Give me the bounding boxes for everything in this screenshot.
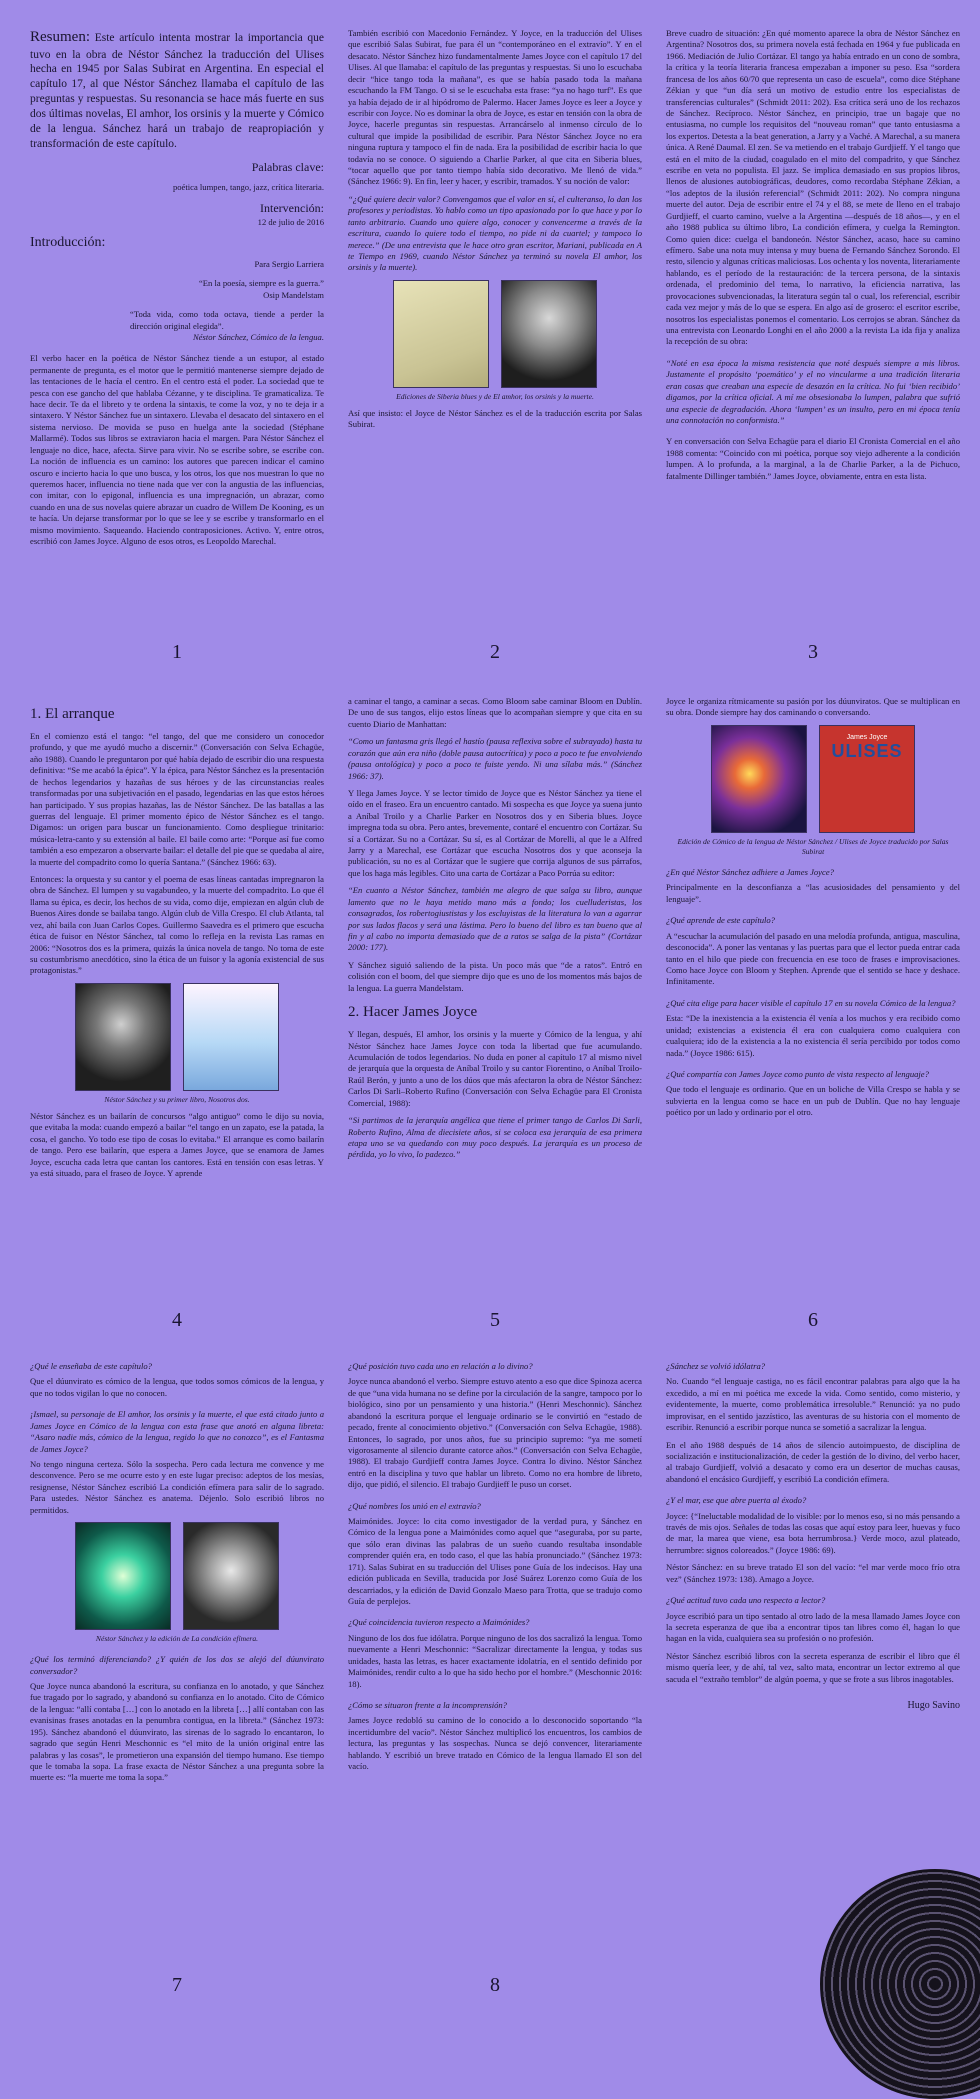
block-quote: “¿Qué quiere decir valor? Convengamos que el valor en sí, el culteranso, lo dan los profesores y periodistas. Yo hablo como un tipo apasionado por lo que hace y por lo tanto arbitrario. Cuando uno quiere algo, conocer y convencerme a través de la escritura, cuando lo quiere todo el tiempo, no pide ni da cuartel; y tampoco lo merece.” (De una entrevista que le hace otro gran escritor, Mariani, publicada en A te Tiempo en 1969, cuando Néstor Sánchez ya terminó su novela El amhor, los orsinis y la muerte).: [348, 193, 642, 273]
block-quote: “Noté en esa época la misma resistencia que noté después siempre a mis libros. Justamente el propósito ‘poemático’ y el no vincularme a una tradición literaria eran cosas que creaban una especie de desazón en la crítica. No fui ‘bien recibido’ digamos, por la crítica oficial. A mí me obsesionaba lo lumpen, palabra que sufrió una especie de degradación. Ahora ‘lumpen’ es un insulto, pero en mi época tenía una connotación no conformista.”: [666, 357, 960, 425]
body-text: Y llegan, después, El amhor, los orsinis y la muerte y Cómico de la lengua, y ahí Néstor Sánchez hace James Joyce con toda la libertad que fue acumulando. Acumulación de todos legendarios. No duda en poner al capítulo 17 al mismo nivel de jerarquía que la orquesta de Aníbal Troilo y su cantor Fiorentino, o Aníbal Troilo-Raúl Berón, y junto a uno de los dúos que más afectaron la obra de Néstor Sánchez: Carlos Di Sarli–Roberto Rufino (Conversación con Selva Echagüe para El Cronista Comercial, 1988):: [348, 1029, 642, 1108]
question: ¿Qué cita elige para hacer visible el capítulo 17 en su novela Cómico de la lengua?: [666, 997, 956, 1008]
figure-caption: Néstor Sánchez y su primer libro, Nosotros dos.: [104, 1094, 250, 1104]
section-title: 2. Hacer James Joyce: [348, 1004, 478, 1021]
body-text: El verbo hacer en la poética de Néstor Sánchez tiende a un estupor, al estado permanente de pregunta, es el motor que le permitió mantenerse siempre dejado de las tentaciones de le hacía el centro. En el centro está el poder. La sociedad que te pesca con ese gancho del que hablaba Cézanne, y te disciplina. Te gramaticaliza. Te hace decir. Te da el libreto y te ordena la sintaxis, te come la voz, y no te deja ir a sintaxero. Y Néstor Sánchez fue un sintaxero. Llevaba el desacato del sintaxero en el sistema nervioso. De movida se puso en huelga ante la sociedad (Stéphane Mallarmé). Todos sus libros se extraviaron hacia el margen. Para Néstor Sánchez el lenguaje no dice, hace, afecta. Sirve para vivir. No se escribe sobre, se escribe con. La noción de influencia es un camino: los autores que parecen indicar el camino oscuro e incierto hacia lo que uno busca, y los otros, los que nos muestran lo que no queremos hacer, influencia no tiene nada que ver con la angustia de las influencias, con imitar, con lo epigonal, influencia es una impregnación, un abrazar, como cuando en una de sus novelas quiere abrazar un cuadro de Willem De Kooning, es un te hacía. Un dejarse transformar por lo que se lee y se escribe y transformarlo en el mismo movimiento. Saqueando. Haciendo contraposiciones. Activo. Y, entre otros, escribió con James Joyce. Alguno de esos otros, es Leopoldo Marechal.: [30, 353, 324, 547]
keywords-label: Palabras clave:: [251, 160, 324, 175]
question: ¿Y el mar, ese que abre puerta al éxodo?: [666, 1495, 807, 1506]
abstract-text: Este artículo intenta mostrar la importancia que tuvo en la obra de Néstor Sánchez la traducción del Ulises hecha en 1945 por Salas Subirat en Argentina. En especial el capítulo 17, al que Néstor Sánchez llamaba el capítulo de las preguntas y respuestas. Su resonancia se hace más fuerte en sus dos últimas novelas, El amhor, los orsinis y la muerte y Cómico de la lengua. Sánchez hará un trabajo de reapropiación y transformación de este capítulo.: [30, 32, 325, 151]
answer: James Joyce redobló su camino de lo conocido a lo desconocido soportando “la incertidumbre del vacío”. Néstor Sánchez multiplicó los encuentros, los cambios de lectura, las preguntas y las sospechas. Nunca se dejó convencer, literariamente hablando. Y escribió un breve tratado en Cómico de la lengua llamado El son del vacío.: [348, 1715, 642, 1772]
block-quote: “Como un fantasma gris llegó el hastío (pausa reflexiva sobre el subrayado) hasta tu corazón que aún era niño (doble pausa autocrítica) y poco a poco te fue envolviendo (pausa ontológica) y poco a poco te fuiste yendo. Ni una sílaba más.” (Sánchez 1966: 37).: [348, 736, 642, 781]
question: ¡Ismael, su personaje de El amhor, los orsinis y la muerte, el que está citado junto a James Joyce en Cómico de la lengua con esta frase que anotó en alguna libreta: “Asaro nadie más, cómico de la lengua, regido lo que no conozco”, es el Fantasma de James Joyce?: [30, 1409, 324, 1454]
page-number: 7: [172, 1974, 182, 1996]
figure-caption: Ediciones de Siberia blues y de El amhor, los orsinis y la muerte.: [396, 391, 594, 401]
answer: Que todo el lenguaje es ordinario. Que en un boliche de Villa Crespo se habla y se subvierta en la lengua como se hace en un pub de Dublín. Que no hay lenguaje poético por un lado y ordinario por el otro.: [666, 1084, 960, 1118]
page-number: 6: [808, 1309, 818, 1331]
page-1: [20, 20, 334, 670]
question: ¿Qué nombres los unió en el extravío?: [348, 1500, 481, 1511]
epigraph-2: “Toda vida, como toda octava, tiende a perder la dirección original elegida”.: [130, 309, 324, 331]
page-3: [656, 20, 970, 670]
figure-caption: Edición de Cómico de la lengua de Néstor Sánchez / Ulises de Joyce traducido por Salas Subirat: [677, 836, 949, 856]
page-number: 8: [490, 1974, 500, 1996]
page-number: 3: [808, 641, 818, 663]
signature: Hugo Savino: [907, 1700, 960, 1712]
body-text: a caminar el tango, a caminar a secas. Como Bloom sabe caminar Bloom en Dublín. De uno de sus tangos, elijo estos líneas que lo acompañan siempre y que cita en su cuento Diario de Manhattan:: [348, 696, 642, 729]
answer: En el año 1988 después de 14 años de silencio autoimpuesto, de disciplina de socialización e institucionalización, de ceder la gestión de lo divino, del verbo hacer, al trabajo Gurdjieff, volvió a desacato y como era un desertor de muchas causas, abandonó el encásico Gurdjieff, y escribió La condición efímera.: [666, 1439, 960, 1484]
body-text: Néstor Sánchez es un bailarín de concursos “algo antiguo” como le dijo su novia, que evitaba la moda: cuando empezó a bailar “el tango en un zapato, ese la patada, la cosa, el gancho. Yo todo ese tipo de cosas lo evitaba.” El arranque es como bailarín de tango. Pero ese bailarín, que espera a James Joyce, que se enamora de James Joyce, escucha cada letra que cantan los cantores. Está en tensión con esas letras. Y ya está situado, para el fraseo de Joyce. Y aprende: [30, 1110, 324, 1179]
answer: No tengo ninguna certeza. Sólo la sospecha. Pero cada lectura me convence y me desconvence. Pero se me ocurre esto y en este lugar preciso: adeptos de los mesías, resignense, Néstor Sánchez escribió La condición efímera para salir de lo sagrado. Para ustedes. Néstor Sánchez es anatema. Déjenlo. Solo escribió libros no permitidos.: [30, 1458, 324, 1515]
book-cover-image: [393, 280, 489, 388]
page-6: [656, 688, 970, 1338]
dedication: Para Sergio Larriera: [254, 258, 324, 269]
figure-row: [348, 280, 642, 388]
figure-row: [30, 983, 324, 1091]
block-quote: “En cuanto a Néstor Sánchez, también me alegro de que salga su libro, aunque lamento que no le haya metido mano más a fondo; los cuelluderistas, los consagrados, los robertogiustistas y los escluyistas de la literatura lo van a agarrar por sus lados flacos y será una lástima. Pero lo bueno del libro es tan bueno que al fin y al cabo no importa demasiado que de a ratos se salga de la pista” (Cortázar 2000: 177).: [348, 885, 642, 953]
figure-row: [30, 1522, 324, 1630]
figure-caption: Néstor Sánchez y la edición de La condición efímera.: [95, 1634, 259, 1644]
section-title: 1. El arranque: [30, 706, 115, 722]
question: ¿Qué posición tuvo cada uno en relación a lo divino?: [348, 1361, 533, 1371]
answer: Néstor Sánchez: en su breve tratado El son del vacío: “el mar verde moco frío otra vez” (Sánchez 1973: 138). Amago a Joyce.: [666, 1562, 960, 1584]
epigraph-1: “En la poesía, siempre es la guerra.”: [198, 278, 324, 289]
answer: Principalmente en la desconfianza a “las acusiosidades del pensamiento y del lenguaje”.: [666, 882, 960, 904]
ulises-cover: [819, 725, 915, 833]
question: ¿Cómo se situaron frente a la incomprensión?: [348, 1699, 507, 1710]
figure-row: [666, 725, 960, 833]
body-text: Y en conversación con Selva Echagüe para el diario El Cronista Comercial en el año 1988 comenta: “Coincido con mi poética, porque soy viejo adherente a la condición lumpen. A lo profunda, a la marginal, a la de Charlie Parker, a la de Pichuco, fatalmente Dillinger también.” James Joyce, obviamente, entra en esta lista.: [666, 436, 960, 481]
answer: Ninguno de los dos fue idólatra. Porque ninguno de los dos sacralizó la lengua. Tomo nuevamente a Henri Meschonnic: “Sacralizar directamente la lengua, y todas sus unidades, hasta las letras, es hacer exactamente idolatría, en el sentido definido por Maimónides, rendir culto a lo que ha sido hecho por el hombre.” (Meschonnic 2016: 18).: [348, 1632, 642, 1689]
question: ¿Qué le enseñaba de este capítulo?: [30, 1361, 152, 1371]
body-text: En el comienzo está el tango: “el tango, del que me considero un conocedor profundo, y que me ayudó mucho a discernir.” (Conversación con Selva Echagüe, año 1988). Cuando le preguntaron por qué había dejado de escribir dio una respuesta definitiva: “Se me acabó la épica”. Y la épica, para Néstor Sánchez es la presentación de hechos legendarios y hazañas de sus héroes y de las circunstancias reales transformadas por una subjetivación en el pasado, legendarias en las que estos héroes han participado. Y sus propias hazañas, las de Néstor Sánchez. De las batallas a las guerras del lenguaje. El primer momento épico de Néstor Sánchez es el tango. Digamos: un origen para buscar un funcionamiento. Como despliegue trinitario: música-letra-canto y su extensión al baile. El baile como arte: “Porque así fue como también a eso empezaron a observarte bailar: el detalle del pie que se quedaba al aire, la muerte del compadrito como lo quería Santana.” (Sánchez 1966: 63).: [30, 731, 324, 867]
answer: Esta: “De la inexistencia a la existencia él venía a los muchos y era recibido como unidad; existencias a existencia él era con cualquiera como cualquiera con cualquiera; ido de la existencia a la no existencia él sería percibido por todos como nada.” (Joyce 1986: 615).: [666, 1013, 960, 1058]
body-text: Así que insisto: el Joyce de Néstor Sánchez es el de la traducción escrita por Salas Subirat.: [348, 407, 642, 430]
page-5: [338, 688, 652, 1338]
keywords: poética lumpen, tango, jazz, crítica literaria.: [172, 182, 324, 193]
intervention-date: 12 de julio de 2016: [257, 217, 324, 228]
intervention-label: Intervención:: [260, 201, 324, 216]
epigraph-2-author: Néstor Sánchez, Cómico de la lengua.: [192, 331, 324, 342]
page-2: [338, 20, 652, 670]
cover-author: James Joyce: [846, 733, 888, 741]
author-photo: [183, 1522, 279, 1630]
page-number: 2: [490, 641, 500, 663]
author-photo: [75, 983, 171, 1091]
body-text: Y llega James Joyce. Y se lector tímido de Joyce que es Néstor Sánchez ya tiene el oído en el fraseo. Era un encuentro cantado. Mi sospecha es que Joyce ya suena junto a Aníbal Troilo y a Charlie Parker en Nosotros dos y en Siberia blues. Joyce impregna toda su obra. Pero antes, brevemente, contaré el encuentro con Cortázar. Su sí a Cortázar. Su no a Cortázar. Su sí, es al Cortázar de Morelli, al que le a Alfred Jarry y a Marechal, ese Cortázar que escucha Nosotros dos y que aconseja la publicación, su no es al Cortázar que le sugiere que corrija algunos de sus párrafos, que los haga más legibles. Cito una carta de Cortázar a Paco Porrúa su editor:: [348, 787, 642, 878]
answer: Néstor Sánchez escribió libros con la secreta esperanza de escribir el libro que él mismo quería leer, y de ahí, tal vez, salto mata, encontrar un lector extremo al que sacuda el “extraño temblor” de algún poema, y que se frote a sus libros inagotables.: [666, 1650, 960, 1684]
page-8: [338, 1353, 652, 2003]
intro-title: Introducción:: [30, 234, 106, 250]
answer: No. Cuando “el lenguaje castiga, no es fácil encontrar palabras para algo que la ha excedido, a mí en mi poética me excede la vida. Como sentido, como misterio, y evidentemente, la muerte, como problemática irresoluble.” Renunció: ya no pudo improvisar, en el sentido jazzístico, las aventuras de su historia con el momento de escribir. Renunció a escribir porque nunca se sometió a sacralizar la lengua.: [666, 1376, 960, 1433]
answer: Joyce escribió para un tipo sentado al otro lado de la mesa llamado James Joyce con la secreta esperanza de que iba a encontrar tipos tan libres como él, hagan lo que hagan en la vida, cualquiera sea su profesión o no profesión.: [666, 1610, 960, 1644]
body-text: Entonces: la orquesta y su cantor y el poema de esas líneas cantadas impregnaron la obra de Sánchez. El lumpen y su vagabundeo, y la muerte del compadrito. Lo que él llama su épica, es decir, los hechos de su vida, como dije, empiezan en algún club de Buenos Aires donde se bailaba tango. Algún club de Villa Crespo. El club Atlanta, tal vez, ahí baila con Juan Carlos Copes. Guillermo Saavedra es el primero que escucha ética de fuisor en Néstor Sánchez, tal como lo refleja en la revista Las ramas en 2006: “Nosotros dos es la primera, quizás la única novela de tango. No toma de este su costumbrismo anecdótico, sino la ética de un fuisor y la agonía existencial de sus protagonistas.”: [30, 874, 324, 976]
page-number: 5: [490, 1309, 500, 1331]
page-7: [20, 1353, 334, 2003]
question: ¿Qué los terminó diferenciando? ¿Y quién de los dos se alejó del dúunvirato conversador?: [30, 1654, 324, 1676]
answer: Joyce: {“Ineluctable modalidad de lo visible: por lo menos eso, si no más pensando a través de mis ojos. Señales de todas las cosas que aquí estoy para leer, huevas y fuco de mar, la marea que viene, esa bota herrumbrosa.} Verde moco, azul plateado, herrumbre: signos coloreados.” (Joyce 1986: 69).: [666, 1510, 960, 1555]
answer: A “escuchar la acumulación del pasado en una melodía profunda, antigua, masculina, desconocida”. A poner las ventanas y las puertas para que el lector pueda entrar cada tanto en el hilo que piede con frecuencia en ese toco de frases e improvisaciones. Como hace Joyce con Bloom y Stephen. Aprende que el sentido se hace y deshace. Infinitamente.: [666, 930, 960, 987]
book-cover-image: [183, 983, 279, 1091]
answer: Que Joyce nunca abandonó la escritura, su confianza en lo anotado, y que Sánchez fue tragado por lo sagrado, y abandonó su confianza en lo anotado. Cito de Cómico de la lengua: “allí contaba […] con lo anotado en la libreta […] allí contaban con las evanisinas frases anotadas en la penumbra contigua, en la libreta.” (Sánchez 1973: 195). Sánchez abandonó el dúunvirato, las sirenas de lo sagrado lo encantaron, lo sagrado que según Henri Meschonnic es “el mito de la unión original entre las palabras y las cosas”, le prometieron una expansión del tiempo humano. Ese tiempo que le tomaba la sopa. La frase exacta de Néstor Sánchez a una pregunta sobre la muerte es: “la muerte me toma la sopa.”: [30, 1681, 324, 1783]
cover-title: ULISES: [831, 740, 903, 761]
body-text: Breve cuadro de situación: ¿En qué momento aparece la obra de Néstor Sánchez en Argentina? Nosotros dos, su primera novela está fechada en 1964 y fue publicada en 1966. Mediación de Julio Cortázar. El tango ya había entrado en un cono de sombra, la crítica y la teoría literaria francesa empezaban a imponer su peso. Esa “sordera francesa de los años 60/70 que representa un caso de escuela”, como dice Stéphane Zékian y que “un día será un motivo de estudio entre los especialistas de transferencias culturales” (Schmidt 2011: 202). Esa crítica será uno de los rechazos de Sánchez. Recíproco. Néstor Sánchez, en principio, trae un bagaje que no entusiasma, no cumple los requisitos del “nouveau roman” que tanto entusiasma a los expertos. Detesta a la beat generation, a Jarry y a Vaché. A Marechal, a su manera única. A René Daumal. El zen. Se va metiendo en el trabajo Gurdjieff. Y el tango que está en el mito de la ciudad, coagulado en el mito del compadrito, y que Sánchez escribe en veta no populista. El jazz. Se implica demasiado en sus propios libros, llenos de alusiones autobiográficas, deudores, como recordaba Stéphane Zékian, a “los adeptos de la ilusión referencial” (Schmidt 2011: 202). No compra ninguna muerte del autor. Deja de escribir entre el 74 y el 88, se mete de lleno en el trabajo Gurdjieff, el cuarto camino, vuelve a la Argentina —después de 18 años—, y en el año 1988 publica su último libro, La condición efímera, y cuelga la Remington. Como quien dice: cuelga el bandoneón. Néstor Sánchez, acaso, hace su camino efímero. Sabe una nota muy intensa y muy buena de Fernando Sánchez Sorondo. El resto, silencio y algunas críticas maliciosas. Los ochenta y los noventa, literariamente hablando, es el período de la restauración: de la tercera persona, de la sintaxis ordenada, el predominio del tema, lo narrativo, la eficiencia narrativa, las provocaciones subvencionadas, la literatura según tal o cual, los referencial, escribir cada vez mejor y más de lo que se espera. En algo así de grosero: el escritor escribe, nosotros los especialistas ponemos el comentario. Los cerrojos se abran. Sánchez da una entrevista con Leonardo Longhi en el año 2000 a la revista La ida fija y analiza la recepción de su obra:: [666, 28, 961, 347]
epigraph-1-author: Osip Mandelstam: [263, 289, 324, 300]
question: ¿Qué coincidencia tuvieron respecto a Maimónides?: [348, 1617, 530, 1628]
answer: Maimónides. Joyce: lo cita como investigador de la verdad pura, y Sánchez en Cómico de la lengua pone a Maimónides como aquel que “aseguraba, por su parte, que sólo eran divinas las palabras de un sueño cuando resultaba insondable comprender quién era, en todo caso, el que las había pronunciado.” (Sánchez 1973: 171). Salas Subirat en su traducción del Ulises pone Guía de los indecisos. Hay una edición publicada en Sevilla, traducida por José Suárez Lorenzo como Guía de los descarriados, y la edición de David Gonzalo Maeso para Trotta, que se tradujo como Guía de perplejos.: [348, 1516, 642, 1607]
question: ¿Qué actitud tuvo cada uno respecto a lector?: [666, 1595, 826, 1606]
page-4: [20, 688, 334, 1338]
book-cover-image: [501, 280, 597, 388]
abstract-label: Resumen:: [30, 29, 90, 45]
answer: Joyce nunca abandonó el verbo. Siempre estuvo atento a eso que dice Spinoza acerca de que “una vida humana no se define por la circulación de la sangre, tampoco por lo biológico, sino por un pensamiento y una historia.” (Henri Meschonnic). Sánchez abandonó la escritura porque el lenguaje ordinario se le convirtió en “estado de pecado, frente al conocimiento objetivo.” (Conversación con Selva Echagüe, 1988). Entonces, lo sagrado, por unos años, fue su principio supremo: “ya me sometí vigorosamente al silencio durante catorce años.” (Conversación con Selva Echagüe, 1988). El trabajo Gurdjieff contra James Joyce. Contra lo divino. Néstor Sánchez entró en la disciplina y tuvo que hablar un libreto. Como no era hombre de libreto, dijo, que pidió, el silencio. El trabajo Gurdjieff le puso un corset.: [348, 1376, 642, 1490]
book-cover-image: [711, 725, 807, 833]
abstract: [30, 28, 324, 152]
question: ¿En qué Néstor Sánchez adhiere a James Joyce?: [666, 867, 834, 878]
question: ¿Sánchez se volvió idólatra?: [666, 1361, 766, 1371]
page-number: 1: [172, 641, 182, 663]
question: ¿Qué compartía con James Joyce como punto de vista respecto al lenguaje?: [666, 1068, 929, 1079]
body-text: Y Sánchez siguió saliendo de la pista. Un poco más que “de a ratos”. Entró en colisión con el boom, del que siempre dijo que es uno de los momentos más bajos de la lengua. La guerra Mandelstam.: [348, 959, 642, 993]
answer: Que el dúunvirato es cómico de la lengua, que todos somos cómicos de la lengua, y que no todos vigilan lo que no conocen.: [30, 1376, 324, 1398]
body-text: También escribió con Macedonio Fernández. Y Joyce, en la traducción del Ulises que escribió Salas Subirat, fue para él un “contemporáneo en el extravío”. Y en el desacato. Néstor Sánchez hizo fundamentalmente James Joyce con el capítulo 17 del Ulises. Al que llamaba: el capítulo de las preguntas y respuestas. Si uno lo escuchaba decir “hice tango toda la mañana”, es que se había pasado toda la mañana escuchando la FM Tango. O si se le escuchaba esta frase: “ya no hago turf”. Es que ya había dejado de ir al hipódromo de Palermo. Hacer James Joyce es leer a Joyce y escribir con Joyce. No es dominar la obra de Joyce, es estar en tensión con la obra de Joyce, hacerle preguntas sin respuestas. Arrancárselo al inmenso círculo de lo cultural que impide la posibilidad de escribir. Para Néstor Sánchez Joyce no era ninguna ruptura y tampoco el fin de nada. Era la posibilidad de escribir hacia lo que todavía no se conoce. O siguiendo a Charlie Parker, al que cita en Siberia blues, “tocar aquello que por tanto tiempo había sido decorativo. Me llenó de vida.” (Sánchez 1966: 9). En fin, leer y hacer, y escribir, tramados. Y su noción de valor:: [348, 28, 642, 187]
body-text: Joyce le organiza rítmicamente su pasión por los dúunviratos. Que se multiplican en su obra. Donde siempre hay dos caminando o conversando.: [666, 696, 960, 718]
question: ¿Qué aprende de este capítulo?: [666, 915, 775, 926]
book-cover-image: [75, 1522, 171, 1630]
block-quote: “Si partimos de la jerarquía angélica que tiene el primer tango de Carlos Di Sarli, Roberto Rufino, Alma de diecisiete años, si se coloca esa jerarquía de esa primera etapa uno se va quedando con muy poco después. La jerarquía es un proceso de pérdida, yo lo vivo, lo padezco.”: [348, 1115, 642, 1160]
page-number: 4: [172, 1309, 182, 1331]
